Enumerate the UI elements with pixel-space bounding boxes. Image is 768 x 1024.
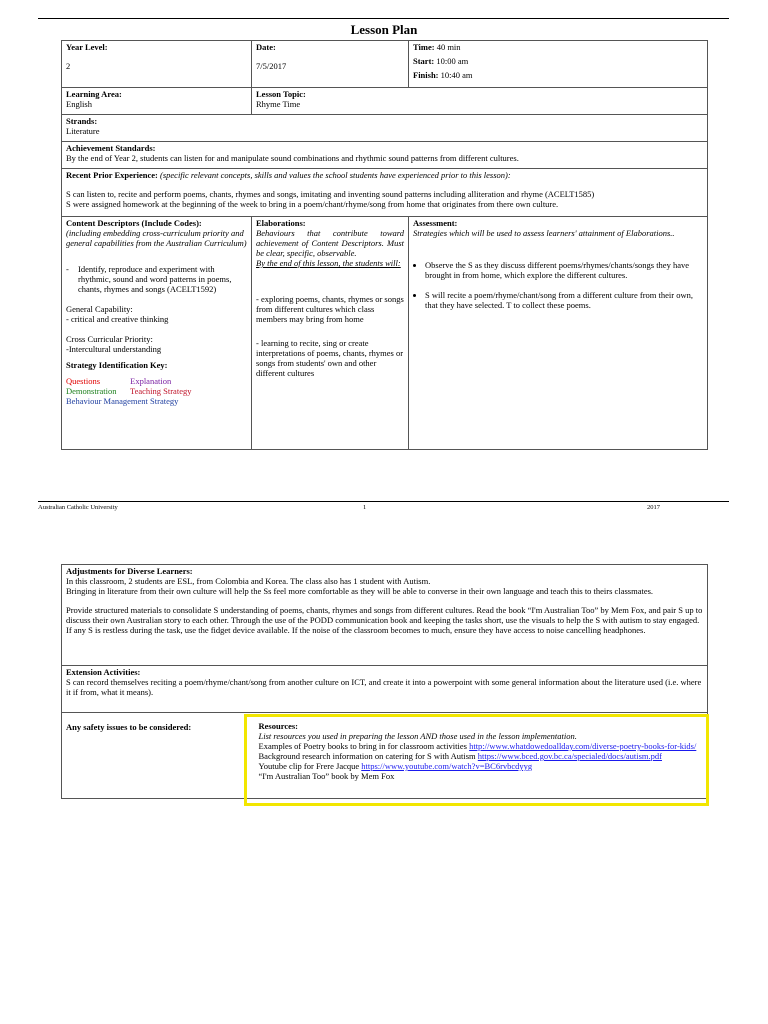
elab-hint: Behaviours that contribute toward achievement of Content Descriptors. Must be clear, specific, observable. — [256, 228, 404, 258]
adjust-paragraph-2: Provide structured materials to consolidate S understanding of poems, chants, rhymes and songs from different cultures. Read the book “I'm Australian Too” by Mem Fox, and pair S up to discuss their own Australian story to each other. Through the use of the PODD communication book and keeping the tasks short, use the visuals to help the S with autism to stay engaged. If any S is restless during the task, use the fidget device available. If the noise of the classroom becomes to much, ensure they have access to noise cancelling headphones. — [66, 605, 703, 635]
general-cap-label: General Capability: — [66, 304, 133, 314]
key-questions: Questions — [66, 376, 100, 386]
cross-curricular-label: Cross Curricular Priority: — [66, 334, 153, 344]
page-title: Lesson Plan — [350, 22, 418, 37]
content-label: Content Descriptors (Include Codes): — [66, 218, 202, 228]
time-cell — [409, 41, 708, 88]
start-value: 10:00 am — [436, 56, 469, 66]
time-label: Time: — [413, 42, 435, 52]
lesson-plan-table — [61, 40, 708, 450]
elab-item-1: - exploring poems, chants, rhymes or songs from different cultures which class members may bring from home — [256, 294, 404, 324]
assessment-cell — [409, 217, 708, 450]
date-label: Date: — [256, 42, 276, 52]
page-two-table — [61, 564, 708, 799]
lesson-topic-label: Lesson Topic: — [256, 89, 306, 99]
learning-area-cell — [62, 88, 252, 115]
achievement-cell — [62, 142, 708, 169]
adjust-line-2: Bringing in literature from their own culture will help the Ss feel more comfortable as they will be able to converse in their own language and teach this to theirs classmates. — [66, 586, 654, 596]
resources-line-1: Examples of Poetry books to bring in for classroom activities — [258, 741, 467, 751]
year-level-cell — [62, 41, 252, 88]
prior-hint: (specific relevant concepts, skills and values the school students have experienced prior to this lesson): — [160, 170, 511, 180]
resources-line-4: “I'm Australian Too” book by Mem Fox — [258, 771, 395, 781]
prior-line-1: S can listen to, recite and perform poems, chants, rhymes and songs, imitating and inventing sound patterns including alliteration and rhyme (ACELT1585) — [66, 189, 595, 199]
assess-hint: Strategies which will be used to assess learners' attainment of Elaborations.. — [413, 228, 675, 238]
key-explanation: Explanation — [130, 376, 172, 386]
footer-year: 2017 — [647, 504, 660, 511]
extension-label: Extension Activities: — [66, 667, 141, 677]
adjust-line-1: In this classroom, 2 students are ESL, from Colombia and Korea. The class also has 1 student with Autism. — [66, 576, 431, 586]
year-level-label: Year Level: — [66, 42, 108, 52]
resource-link-autism[interactable]: https://www.bced.gov.bc.ca/specialed/docs/autism.pdf — [477, 751, 662, 761]
prior-line-2: S were assigned homework at the beginning of the week to bring in a poem/chant/rhyme/song from home that originates from there own culture. — [66, 199, 559, 209]
elab-item-2: - learning to recite, sing or create interpretations of poems, chants, rhymes or songs from students' own and other different cultures — [256, 338, 404, 378]
elab-by-end: By the end of this lesson, the students will: — [256, 258, 401, 268]
year-level-value: 2 — [66, 61, 71, 71]
safety-label: Any safety issues to be considered: — [66, 722, 192, 732]
assess-item-2: • S will recite a poem/rhyme/chant/song from a different culture from their own, that they have selected. T to collect these poems. — [425, 290, 703, 310]
achievement-label: Achievement Standards: — [66, 143, 156, 153]
time-value: 40 min — [436, 42, 461, 52]
assess-label: Assessment: — [413, 218, 458, 228]
resources-cell — [245, 713, 708, 799]
key-demonstration: Demonstration — [66, 386, 117, 396]
lesson-topic-cell — [252, 88, 708, 115]
strands-label: Strands: — [66, 116, 98, 126]
content-item-text: Identify, reproduce and experiment with rhythmic, sound and word patterns in poems, chants, rhymes and songs (ACELT1592) — [78, 264, 232, 294]
resource-link-youtube[interactable]: https://www.youtube.com/watch?v=BC6rvbcdyyg — [361, 761, 533, 771]
footer-page-number: 1 — [363, 504, 367, 511]
finish-value: 10:40 am — [440, 70, 473, 80]
resources-label: Resources: — [258, 721, 298, 731]
date-value: 7/5/2017 — [256, 61, 287, 71]
general-cap-value: - critical and creative thinking — [66, 314, 169, 324]
achievement-value: By the end of Year 2, students can listen for and manipulate sound combinations and rhythmic sound patterns from different cultures. — [66, 153, 519, 163]
footer-rule — [38, 501, 729, 502]
cross-curricular-value: -Intercultural understanding — [66, 344, 162, 354]
elab-label: Elaborations: — [256, 218, 306, 228]
lesson-topic-value: Rhyme Time — [256, 99, 301, 109]
extension-cell — [62, 666, 708, 713]
learning-area-label: Learning Area: — [66, 89, 122, 99]
adjustments-cell — [62, 565, 708, 666]
assess-item-1: • Observe the S as they discuss different poems/rhymes/chants/songs they have brought in from home, which explore the different cultures. — [425, 260, 703, 280]
content-descriptors-cell — [62, 217, 252, 450]
strands-cell — [62, 115, 708, 142]
key-teaching: Teaching Strategy — [129, 386, 192, 396]
content-item: - Identify, reproduce and experiment with rhythmic, sound and word patterns in poems, chants, rhymes and songs (ACELT1592) — [66, 264, 247, 294]
finish-label: Finish: — [413, 70, 439, 80]
adjust-label: Adjustments for Diverse Learners: — [66, 566, 193, 576]
resources-line-3: Youtube clip for Frere Jacque — [258, 761, 360, 771]
key-behaviour: Behaviour Management Strategy — [66, 396, 179, 406]
learning-area-value: English — [66, 99, 92, 109]
footer-university: Australian Catholic University — [38, 504, 118, 511]
resources-line-2: Background research information on catering for S with Autism — [258, 751, 476, 761]
prior-experience-cell — [62, 169, 708, 217]
prior-label: Recent Prior Experience: — [66, 170, 158, 180]
extension-value: S can record themselves reciting a poem/rhyme/chant/song from another culture on ICT, and create it into a powerpoint with some general information about the literature used (i.e. where it if from, what it means). — [66, 677, 702, 697]
strands-value: Literature — [66, 126, 100, 136]
header-rule — [38, 18, 729, 19]
content-hint: (including embedding cross-curriculum priority and general capabilities from the Australian Curriculum) — [66, 228, 247, 248]
strategy-key-label: Strategy Identification Key: — [66, 360, 168, 370]
resources-hint: List resources you used in preparing the lesson AND those used in the lesson implementation. — [258, 731, 577, 741]
elaborations-cell — [252, 217, 409, 450]
resource-link-poetry-books[interactable]: http://www.whatdowedoallday.com/diverse-poetry-books-for-kids/ — [469, 741, 697, 751]
safety-cell — [62, 713, 245, 799]
date-cell — [252, 41, 409, 88]
start-label: Start: — [413, 56, 435, 66]
